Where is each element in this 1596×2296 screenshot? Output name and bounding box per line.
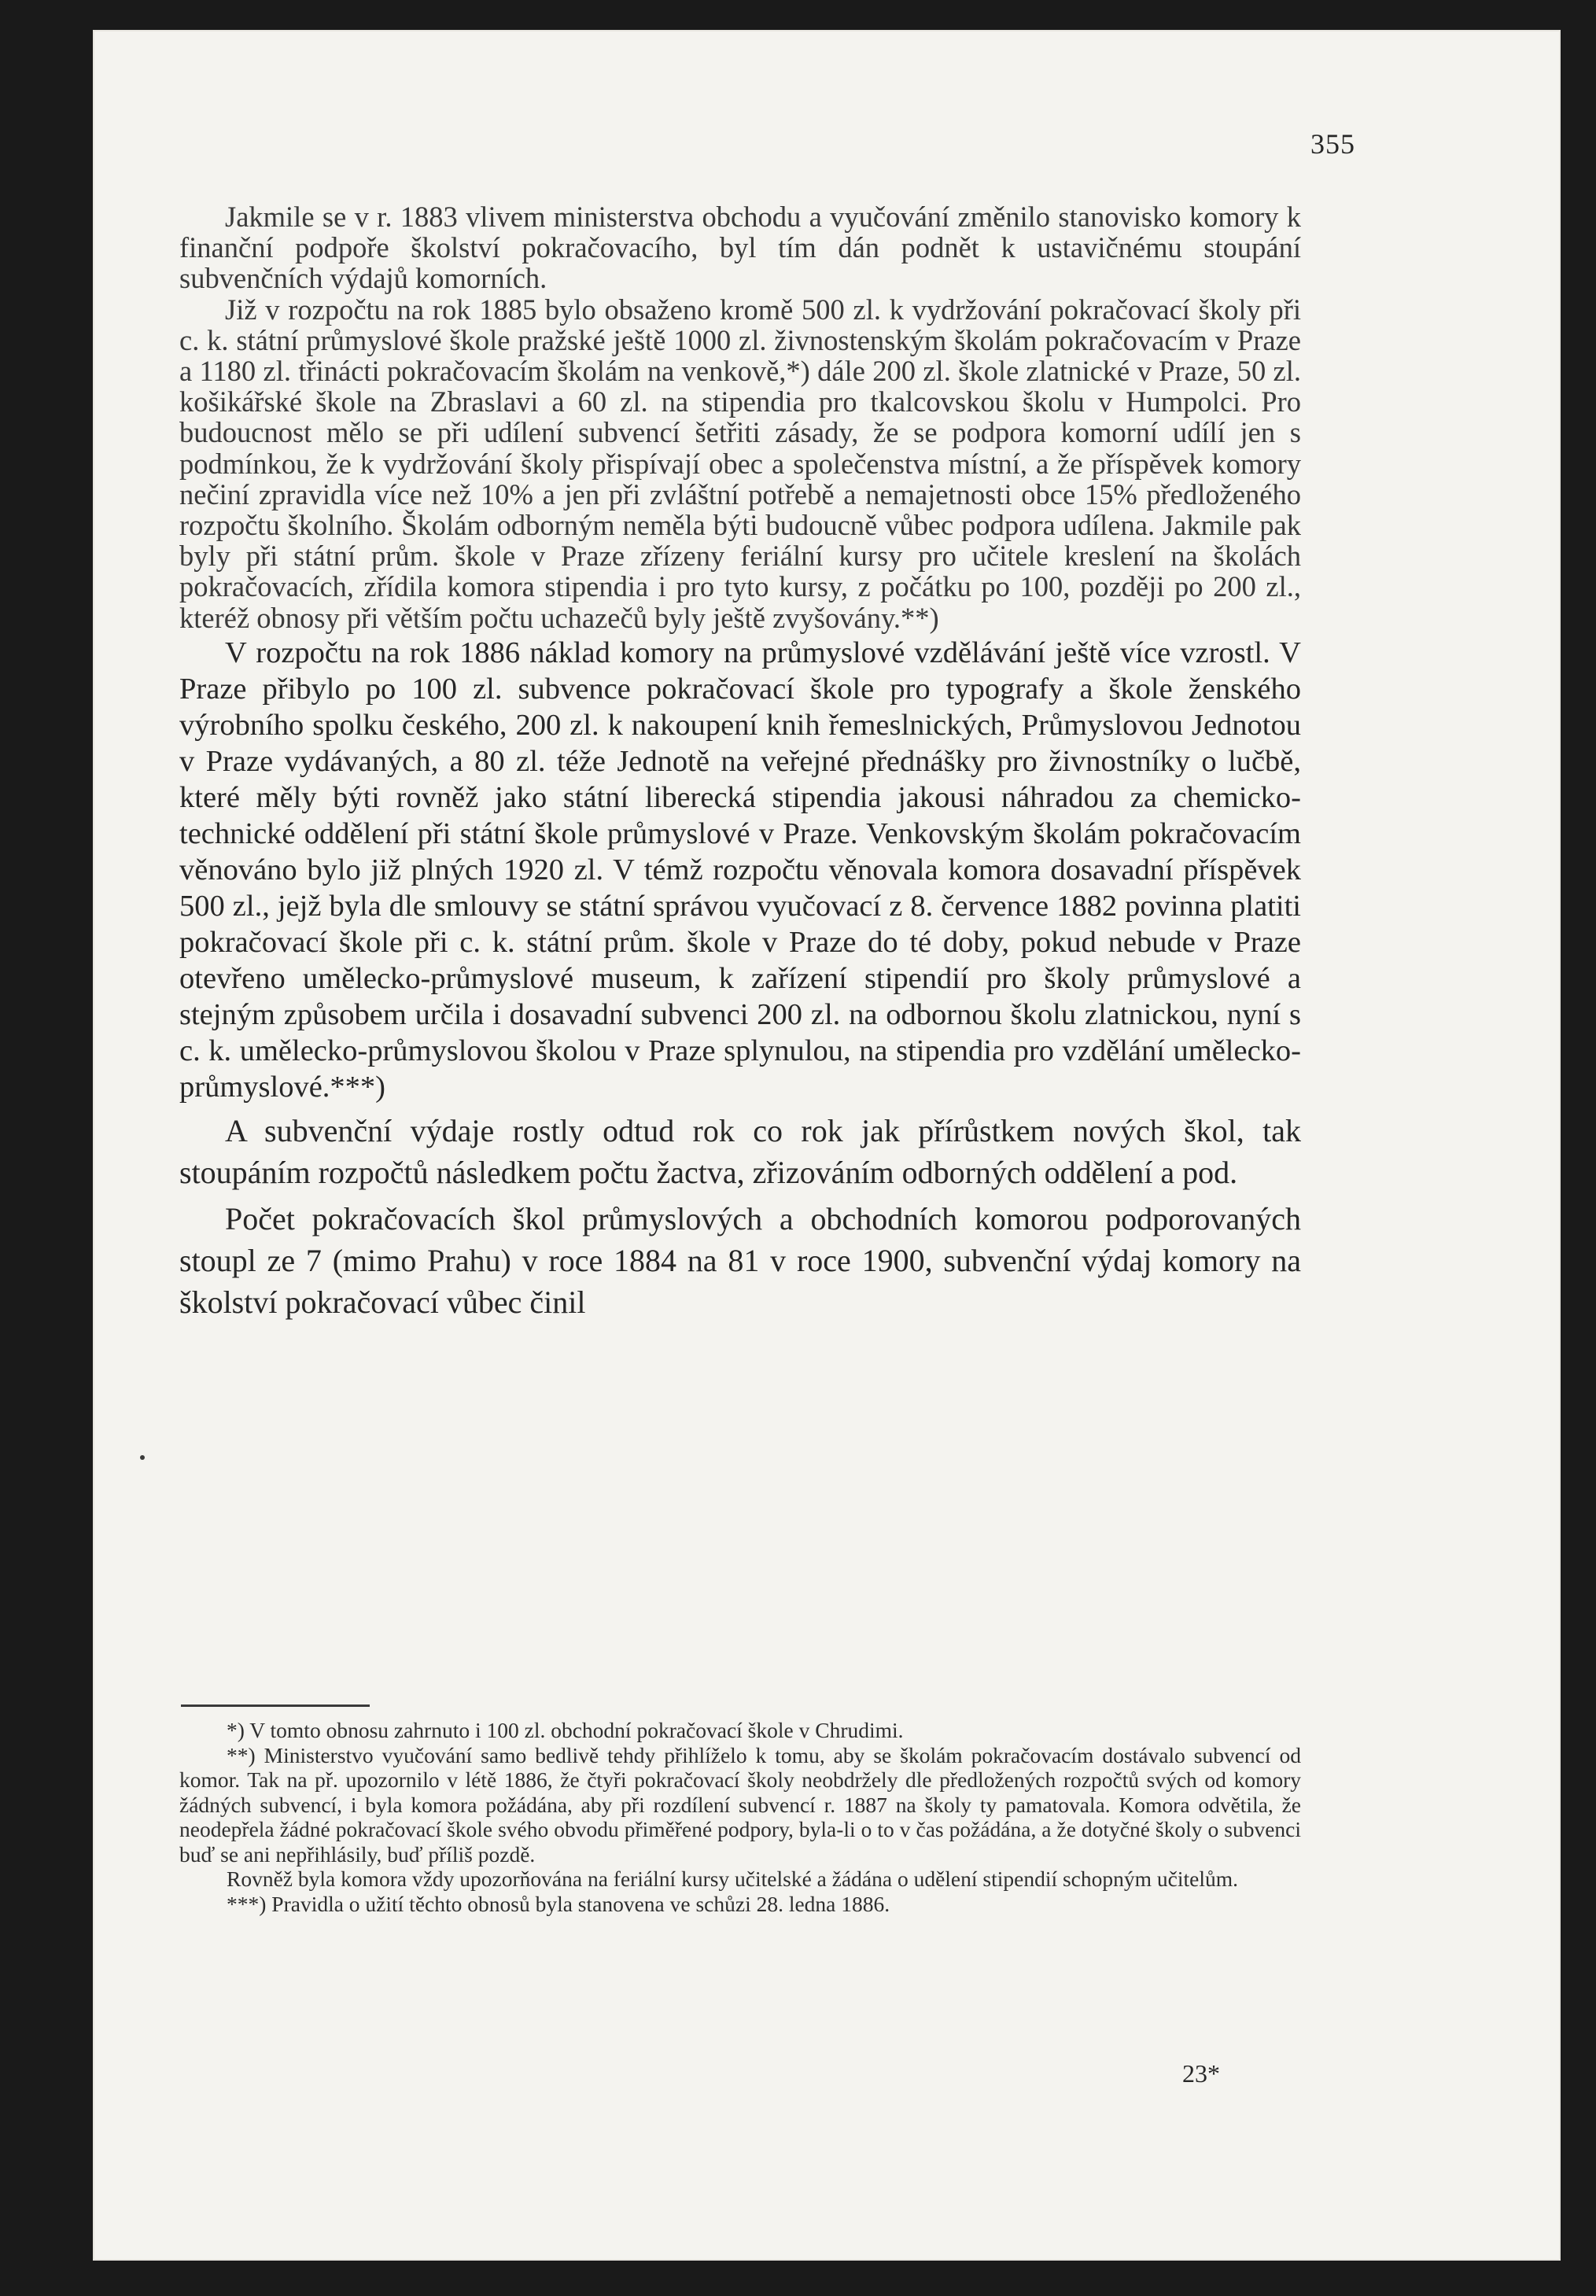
footnote-separator xyxy=(181,1704,370,1707)
footnote-2: **) Ministerstvo vyučování samo bedlivě tehdy přihlíželo k tomu, aby se školám pokračovacím dostávalo subvencí od komor. Tak na př. upozornilo v létě 1886, že čtyři pokračovací školy neobdržely dle předložených rozpočtů svých od komory žádných subvencí, i byla komora požádána, aby při rozdílení subvencí r. 1887 na školy ty pamatovala. Komora odvětila, že neodepřela žádné pokračovací škole svého obvodu přiměřené podpory, byla-li o to v čas požádána, a že dotyčné školy o subvenci buď se ani nepřihlásily, buď příliš pozdě. xyxy=(179,1742,1301,1867)
signature-mark: 23* xyxy=(1182,2059,1220,2088)
body-text xyxy=(179,201,1301,1323)
margin-speck xyxy=(140,1455,145,1460)
book-page xyxy=(93,30,1561,2261)
paragraph-3: V rozpočtu na rok 1886 náklad komory na průmyslové vzdělávání ještě více vzrostl. V Praze přibylo po 100 zl. subvence pokračovací škole pro typografy a škole ženského výrobního spolku českého, 200 zl. k nakoupení knih řemeslnických, Průmyslovou Jednotou v Praze vydávaných, a 80 zl. téže Jednotě na veřejné přednášky pro živnostníky o lučbě, které měly býti rovněž jako státní liberecká stipendia jakousi náhradou za chemicko-technické oddělení při státní škole průmyslové v Praze. Venkovským školám pokračovacím věnováno bylo již plných 1920 zl. V témž rozpočtu věnovala komora dosavadní příspěvek 500 zl., jejž byla dle smlouvy se státní správou vyučovací z 8. července 1882 povinna platiti pokračovací škole při c. k. státní prům. škole v Praze do té doby, pokud nebude v Praze otevřeno umělecko-průmyslové museum, k zařízení stipendií pro školy průmyslové a stejným způsobem určila i dosavadní subvenci 200 zl. na odbornou školu zlatnickou, nyní s c. k. umělecko-průmyslovou školou v Praze splynulou, na stipendia pro vzdělání umělecko-průmyslové.***) xyxy=(179,636,1301,1104)
page-number: 355 xyxy=(1310,128,1355,160)
footnote-2-continued: Rovněž byla komora vždy upozorňována na feriální kursy učitelské a žádána o udělení stipendií schopným učitelům. xyxy=(227,1867,1239,1891)
paragraph-4: A subvenční výdaje rostly odtud rok co rok jak přírůstkem nových škol, tak stoupáním rozpočtů následkem počtu žactva, zřizováním odborných oddělení a pod. xyxy=(179,1112,1301,1190)
footnotes xyxy=(179,1718,1301,1916)
paragraph-1: Jakmile se v r. 1883 vlivem ministerstva obchodu a vyučování změnilo stanovisko komory k finanční podpoře školství pokračovacího, byl tím dán podnět k ustavičnému stoupání subvenčních výdajů komorních. xyxy=(179,201,1301,295)
paragraph-2: Již v rozpočtu na rok 1885 bylo obsaženo kromě 500 zl. k vydržování pokračovací školy při c. k. státní průmyslové škole pražské ještě 1000 zl. živnostenským školám pokračovacím v Praze a 1180 zl. třinácti pokračovacím školám na venkově,*) dále 200 zl. škole zlatnické v Praze, 50 zl. košikářské škole na Zbraslavi a 60 zl. na stipendia pro tkalcovskou školu v Humpolci. Pro budoucnost mělo se při udílení subvencí šetřiti zásady, že se podpora komorní udílí jen s podmínkou, že k vydržování školy přispívají obec a společenstva místní, a že příspěvek komory nečiní zpravidla více než 10% a jen při zvláštní potřebě a nemajetnosti obce 15% předloženého rozpočtu školního. Školám odborným neměla býti budoucně vůbec podpora udílena. Jakmile pak byly při státní prům. škole v Praze zřízeny feriální kursy pro učitele kreslení na školách pokračovacích, zřídila komora stipendia i pro tyto kursy, z počátku po 100, později po 200 zl., kteréž obnosy při větším počtu uchazečů byly ještě zvyšovány.**) xyxy=(179,293,1301,634)
footnote-3: ***) Pravidla o užití těchto obnosů byla stanovena ve schůzi 28. ledna 1886. xyxy=(227,1891,890,1916)
paragraph-5: Počet pokračovacích škol průmyslových a obchodních komorou podporovaných stoupl ze 7 (mimo Prahu) v roce 1884 na 81 v roce 1900, subvenční výdaj komory na školství pokračovací vůbec činil xyxy=(179,1200,1301,1320)
footnote-1: *) V tomto obnosu zahrnuto i 100 zl. obchodní pokračovací škole v Chrudimi. xyxy=(227,1718,904,1742)
